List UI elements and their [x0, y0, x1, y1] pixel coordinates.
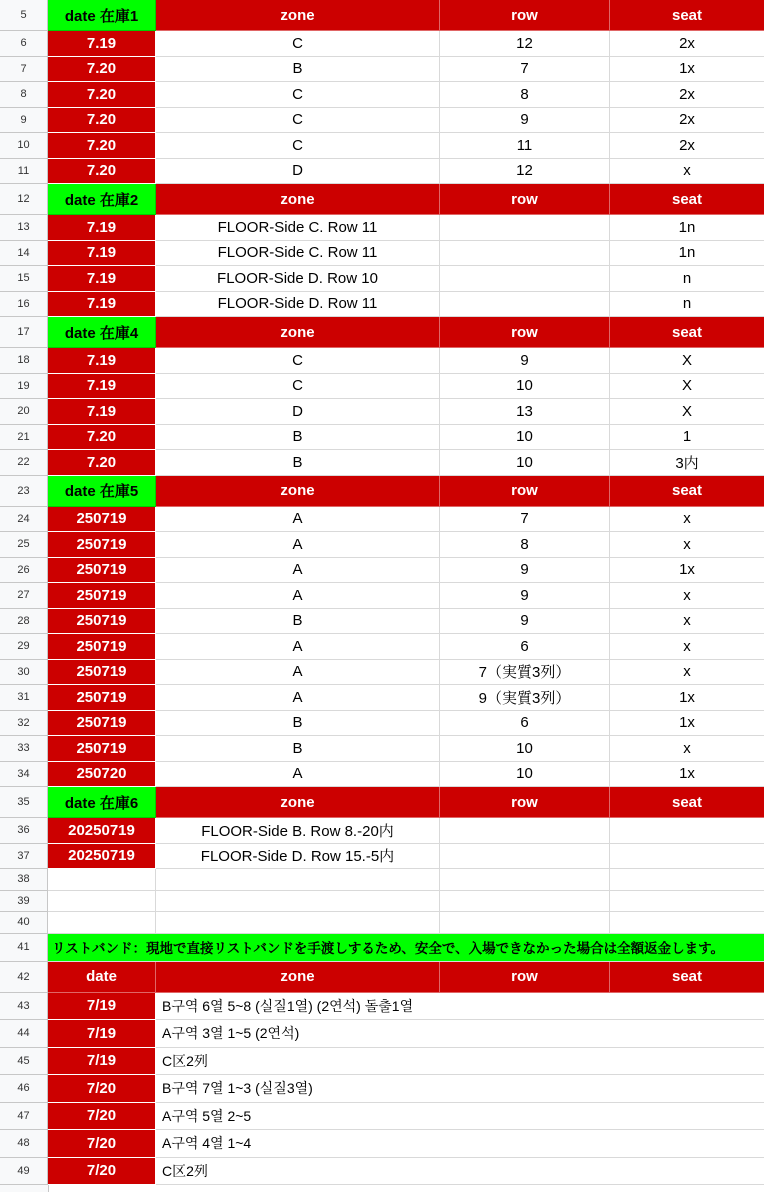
row-cell[interactable]: 10 — [440, 425, 610, 451]
row-cell[interactable]: 11 — [440, 133, 610, 159]
row-cell[interactable]: 12 — [440, 31, 610, 57]
zone-cell[interactable]: C — [156, 31, 440, 57]
row-cell[interactable]: 10 — [440, 736, 610, 762]
section-header-row — [0, 476, 764, 507]
empty-cell[interactable] — [48, 869, 156, 891]
seat-description-cell[interactable]: B구역 6열 5~8 (실질1열) (2연석) 돌출1열 — [156, 993, 764, 1021]
row-number[interactable]: 13 — [0, 215, 48, 241]
header-row-cell[interactable]: row — [440, 476, 610, 507]
row-number[interactable]: 41 — [0, 934, 48, 962]
seat-cell[interactable]: x — [610, 507, 764, 533]
row-number[interactable]: 49 — [0, 1158, 48, 1186]
row-cell[interactable]: 7 — [440, 57, 610, 83]
header-date-cell[interactable]: date 在庫2 — [48, 184, 156, 215]
wristband-row — [0, 1130, 764, 1158]
seat-cell[interactable]: 1x — [610, 57, 764, 83]
header-date-cell[interactable]: date 在庫6 — [48, 787, 156, 818]
empty-cell[interactable] — [48, 891, 156, 913]
header-zone-cell[interactable]: zone — [156, 317, 440, 348]
empty-cell[interactable] — [610, 891, 764, 913]
wristband-banner[interactable]: リストバンド：現地で直接リストバンドを手渡しするため、安全で、入場できなかった場合は全額返金します。 — [48, 934, 764, 962]
row-number[interactable]: 17 — [0, 317, 48, 348]
date-cell[interactable]: 250719 — [48, 609, 156, 635]
wristband-row — [0, 1048, 764, 1076]
empty-cell[interactable] — [610, 912, 764, 934]
row-cell[interactable]: 9 — [440, 609, 610, 635]
seat-cell[interactable]: 2x — [610, 82, 764, 108]
table-row — [0, 159, 764, 185]
header-zone-cell[interactable]: zone — [156, 962, 440, 993]
seat-cell[interactable]: x — [610, 634, 764, 660]
zone-cell[interactable]: FLOOR-Side D. Row 11 — [156, 292, 440, 318]
row-cell[interactable]: 8 — [440, 82, 610, 108]
header-date-cell[interactable]: date 在庫4 — [48, 317, 156, 348]
date-cell[interactable]: 7/20 — [48, 1103, 156, 1131]
date-cell[interactable]: 7.19 — [48, 241, 156, 267]
empty-cell[interactable] — [156, 912, 440, 934]
date-cell[interactable]: 250719 — [48, 711, 156, 737]
table-row — [0, 634, 764, 660]
header-seat-cell[interactable]: seat — [610, 317, 764, 348]
wristband-row — [0, 1103, 764, 1131]
zone-cell[interactable]: C — [156, 348, 440, 374]
row-number[interactable]: 8 — [0, 82, 48, 108]
row-number[interactable]: 30 — [0, 660, 48, 686]
row-number[interactable]: 23 — [0, 476, 48, 507]
wristband-row — [0, 1075, 764, 1103]
row-number[interactable]: 11 — [0, 159, 48, 185]
date-cell[interactable]: 7.20 — [48, 159, 156, 185]
date-cell[interactable]: 7.19 — [48, 215, 156, 241]
empty-cell[interactable] — [610, 869, 764, 891]
row-cell[interactable]: 9 — [440, 558, 610, 584]
row-number[interactable]: 5 — [0, 0, 48, 31]
seat-cell[interactable]: 3内 — [610, 450, 764, 476]
seat-description-cell[interactable]: A구역 3열 1~5 (2연석) — [156, 1020, 764, 1048]
seat-description-cell[interactable]: A구역 5열 2~5 — [156, 1103, 764, 1131]
date-cell[interactable]: 250720 — [48, 762, 156, 788]
table-row — [0, 583, 764, 609]
zone-cell[interactable]: C — [156, 82, 440, 108]
row-number[interactable]: 44 — [0, 1020, 48, 1048]
header-zone-cell[interactable]: zone — [156, 184, 440, 215]
row-cell[interactable]: 9 — [440, 583, 610, 609]
date-cell[interactable]: 7.19 — [48, 292, 156, 318]
date-cell[interactable]: 7.20 — [48, 82, 156, 108]
empty-row — [0, 891, 764, 913]
date-cell[interactable]: 7.20 — [48, 425, 156, 451]
zone-cell[interactable]: C — [156, 374, 440, 400]
row-number[interactable]: 48 — [0, 1130, 48, 1158]
row-number[interactable]: 6 — [0, 31, 48, 57]
table-row — [0, 292, 764, 318]
row-cell[interactable]: 9 — [440, 348, 610, 374]
row-number[interactable]: 22 — [0, 450, 48, 476]
seat-cell[interactable]: n — [610, 266, 764, 292]
table-row — [0, 31, 764, 57]
header-date-cell[interactable]: date 在庫1 — [48, 0, 156, 31]
date-cell[interactable]: 7.19 — [48, 31, 156, 57]
empty-cell[interactable] — [156, 891, 440, 913]
seat-cell[interactable]: x — [610, 660, 764, 686]
row-number[interactable]: 15 — [0, 266, 48, 292]
table-row — [0, 558, 764, 584]
seat-cell[interactable]: x — [610, 532, 764, 558]
row-cell[interactable] — [440, 292, 610, 318]
table-row — [0, 108, 764, 134]
header-row-cell[interactable]: row — [440, 0, 610, 31]
empty-row — [0, 912, 764, 934]
seat-cell[interactable]: 1n — [610, 241, 764, 267]
empty-cell[interactable] — [48, 912, 156, 934]
table-row — [0, 532, 764, 558]
zone-cell[interactable]: FLOOR-Side C. Row 11 — [156, 241, 440, 267]
row-cell[interactable]: 13 — [440, 399, 610, 425]
header-row-cell[interactable]: row — [440, 787, 610, 818]
row-number[interactable]: 37 — [0, 844, 48, 870]
row-number[interactable]: 31 — [0, 685, 48, 711]
wristband-row — [0, 1158, 764, 1186]
empty-cell[interactable] — [440, 912, 610, 934]
seat-cell[interactable]: X — [610, 348, 764, 374]
header-row-cell[interactable]: row — [440, 317, 610, 348]
wristband-row — [0, 993, 764, 1021]
seat-cell[interactable]: 1 — [610, 425, 764, 451]
row-number[interactable]: 9 — [0, 108, 48, 134]
date-cell[interactable]: 250719 — [48, 634, 156, 660]
wristband-banner-row — [0, 934, 764, 962]
empty-cell[interactable] — [156, 869, 440, 891]
date-cell[interactable]: 250719 — [48, 532, 156, 558]
header-row-cell[interactable]: row — [440, 962, 610, 993]
seat-cell[interactable]: x — [610, 583, 764, 609]
table-row — [0, 818, 764, 844]
empty-row — [0, 869, 764, 891]
header-zone-cell[interactable]: zone — [156, 476, 440, 507]
date-cell[interactable]: 250719 — [48, 583, 156, 609]
row-number[interactable]: 20 — [0, 399, 48, 425]
row-number[interactable]: 16 — [0, 292, 48, 318]
seat-cell[interactable]: x — [610, 609, 764, 635]
row-number-tail — [0, 1185, 49, 1192]
seat-cell[interactable]: X — [610, 399, 764, 425]
row-cell[interactable] — [440, 266, 610, 292]
header-date-cell[interactable]: date 在庫5 — [48, 476, 156, 507]
row-cell[interactable]: 10 — [440, 450, 610, 476]
zone-cell[interactable]: A — [156, 685, 440, 711]
zone-cell[interactable]: A — [156, 507, 440, 533]
zone-cell[interactable]: D — [156, 159, 440, 185]
seat-cell[interactable]: n — [610, 292, 764, 318]
zone-cell[interactable]: B — [156, 57, 440, 83]
zone-cell[interactable]: FLOOR-Side D. Row 15.-5内 — [156, 844, 440, 870]
row-number[interactable]: 40 — [0, 912, 48, 934]
table-row — [0, 133, 764, 159]
seat-description-cell[interactable]: A구역 4열 1~4 — [156, 1130, 764, 1158]
date-cell[interactable]: 7/19 — [48, 1048, 156, 1076]
table-row — [0, 57, 764, 83]
zone-cell[interactable]: FLOOR-Side C. Row 11 — [156, 215, 440, 241]
row-cell[interactable]: 12 — [440, 159, 610, 185]
date-cell[interactable]: 7.19 — [48, 266, 156, 292]
seat-description-cell[interactable]: C区2列 — [156, 1158, 764, 1186]
zone-cell[interactable]: FLOOR-Side D. Row 10 — [156, 266, 440, 292]
table-row — [0, 762, 764, 788]
table-row — [0, 609, 764, 635]
row-cell[interactable]: 10 — [440, 374, 610, 400]
table-row — [0, 450, 764, 476]
row-number[interactable]: 26 — [0, 558, 48, 584]
seat-description-cell[interactable]: C区2列 — [156, 1048, 764, 1076]
wristband-header-row — [0, 962, 764, 993]
seat-cell[interactable]: 2x — [610, 133, 764, 159]
date-cell[interactable]: 7.19 — [48, 399, 156, 425]
zone-cell[interactable]: D — [156, 399, 440, 425]
row-number[interactable]: 33 — [0, 736, 48, 762]
row-number[interactable]: 45 — [0, 1048, 48, 1076]
table-row — [0, 374, 764, 400]
header-seat-cell[interactable]: seat — [610, 184, 764, 215]
date-cell[interactable]: 250719 — [48, 736, 156, 762]
zone-cell[interactable]: B — [156, 425, 440, 451]
table-row — [0, 425, 764, 451]
header-seat-cell[interactable]: seat — [610, 476, 764, 507]
row-number[interactable]: 10 — [0, 133, 48, 159]
header-row-cell[interactable]: row — [440, 184, 610, 215]
row-number[interactable]: 28 — [0, 609, 48, 635]
row-number[interactable]: 35 — [0, 787, 48, 818]
table-row — [0, 82, 764, 108]
seat-cell[interactable]: 1x — [610, 685, 764, 711]
section-header-row — [0, 787, 764, 818]
row-cell[interactable] — [440, 844, 610, 870]
table-row — [0, 215, 764, 241]
seat-cell[interactable] — [610, 818, 764, 844]
row-number[interactable]: 39 — [0, 891, 48, 913]
zone-cell[interactable]: A — [156, 634, 440, 660]
date-cell[interactable]: 250719 — [48, 660, 156, 686]
zone-cell[interactable]: B — [156, 736, 440, 762]
zone-cell[interactable]: B — [156, 450, 440, 476]
row-number[interactable]: 27 — [0, 583, 48, 609]
table-row — [0, 266, 764, 292]
seat-cell[interactable]: 2x — [610, 31, 764, 57]
date-cell[interactable]: 7/19 — [48, 993, 156, 1021]
row-number[interactable]: 42 — [0, 962, 48, 993]
date-cell[interactable]: 7.19 — [48, 348, 156, 374]
zone-cell[interactable]: A — [156, 762, 440, 788]
seat-cell[interactable]: 1x — [610, 711, 764, 737]
header-seat-cell[interactable]: seat — [610, 0, 764, 31]
date-cell[interactable]: 7/20 — [48, 1158, 156, 1186]
row-cell[interactable] — [440, 241, 610, 267]
table-row — [0, 685, 764, 711]
zone-cell[interactable]: A — [156, 583, 440, 609]
row-number[interactable]: 38 — [0, 869, 48, 891]
date-cell[interactable]: 7.20 — [48, 108, 156, 134]
row-number[interactable]: 29 — [0, 634, 48, 660]
row-number[interactable]: 12 — [0, 184, 48, 215]
row-number[interactable]: 43 — [0, 993, 48, 1021]
date-cell[interactable]: 250719 — [48, 507, 156, 533]
row-number[interactable]: 36 — [0, 818, 48, 844]
row-cell[interactable]: 7（実質3列） — [440, 660, 610, 686]
wristband-row — [0, 1020, 764, 1048]
date-cell[interactable]: 7/20 — [48, 1130, 156, 1158]
row-number[interactable]: 7 — [0, 57, 48, 83]
row-number[interactable]: 24 — [0, 507, 48, 533]
row-cell[interactable]: 7 — [440, 507, 610, 533]
seat-cell[interactable]: x — [610, 159, 764, 185]
header-seat-cell[interactable]: seat — [610, 787, 764, 818]
zone-cell[interactable]: B — [156, 609, 440, 635]
row-number[interactable]: 46 — [0, 1075, 48, 1103]
seat-cell[interactable]: x — [610, 736, 764, 762]
section-header-row — [0, 184, 764, 215]
row-number[interactable]: 14 — [0, 241, 48, 267]
table-row — [0, 844, 764, 870]
row-cell[interactable]: 6 — [440, 634, 610, 660]
table-row — [0, 348, 764, 374]
date-cell[interactable]: 7.20 — [48, 57, 156, 83]
table-row — [0, 399, 764, 425]
date-cell[interactable]: 250719 — [48, 685, 156, 711]
date-cell[interactable]: 250719 — [48, 558, 156, 584]
header-date-cell[interactable]: date — [48, 962, 156, 993]
seat-cell[interactable]: X — [610, 374, 764, 400]
zone-cell[interactable]: FLOOR-Side B. Row 8.-20内 — [156, 818, 440, 844]
header-zone-cell[interactable]: zone — [156, 787, 440, 818]
section-header-row — [0, 317, 764, 348]
seat-cell[interactable]: 1x — [610, 558, 764, 584]
zone-cell[interactable]: A — [156, 558, 440, 584]
header-zone-cell[interactable]: zone — [156, 0, 440, 31]
row-number[interactable]: 25 — [0, 532, 48, 558]
row-cell[interactable]: 10 — [440, 762, 610, 788]
row-cell[interactable]: 6 — [440, 711, 610, 737]
table-row — [0, 241, 764, 267]
row-cell[interactable]: 8 — [440, 532, 610, 558]
row-cell[interactable]: 9（実質3列） — [440, 685, 610, 711]
section-header-row — [0, 0, 764, 31]
header-seat-cell[interactable]: seat — [610, 962, 764, 993]
table-row — [0, 660, 764, 686]
date-cell[interactable]: 20250719 — [48, 818, 156, 844]
row-number[interactable]: 18 — [0, 348, 48, 374]
table-row — [0, 507, 764, 533]
row-cell[interactable]: 9 — [440, 108, 610, 134]
table-row — [0, 736, 764, 762]
zone-cell[interactable]: C — [156, 108, 440, 134]
row-number[interactable]: 19 — [0, 374, 48, 400]
row-number[interactable]: 47 — [0, 1103, 48, 1131]
zone-cell[interactable]: B — [156, 711, 440, 737]
empty-cell[interactable] — [440, 891, 610, 913]
date-cell[interactable]: 7/19 — [48, 1020, 156, 1048]
seat-description-cell[interactable]: B구역 7열 1~3 (실질3열) — [156, 1075, 764, 1103]
date-cell[interactable]: 7.20 — [48, 450, 156, 476]
row-number[interactable]: 21 — [0, 425, 48, 451]
zone-cell[interactable]: A — [156, 660, 440, 686]
date-cell[interactable]: 20250719 — [48, 844, 156, 870]
seat-cell[interactable]: 1n — [610, 215, 764, 241]
empty-cell[interactable] — [440, 869, 610, 891]
table-row — [0, 711, 764, 737]
row-cell[interactable] — [440, 818, 610, 844]
zone-cell[interactable]: A — [156, 532, 440, 558]
zone-cell[interactable]: C — [156, 133, 440, 159]
seat-cell[interactable]: 1x — [610, 762, 764, 788]
date-cell[interactable]: 7.20 — [48, 133, 156, 159]
seat-cell[interactable]: 2x — [610, 108, 764, 134]
date-cell[interactable]: 7.19 — [48, 374, 156, 400]
date-cell[interactable]: 7/20 — [48, 1075, 156, 1103]
row-number[interactable]: 32 — [0, 711, 48, 737]
row-cell[interactable] — [440, 215, 610, 241]
row-number[interactable]: 34 — [0, 762, 48, 788]
seat-cell[interactable] — [610, 844, 764, 870]
